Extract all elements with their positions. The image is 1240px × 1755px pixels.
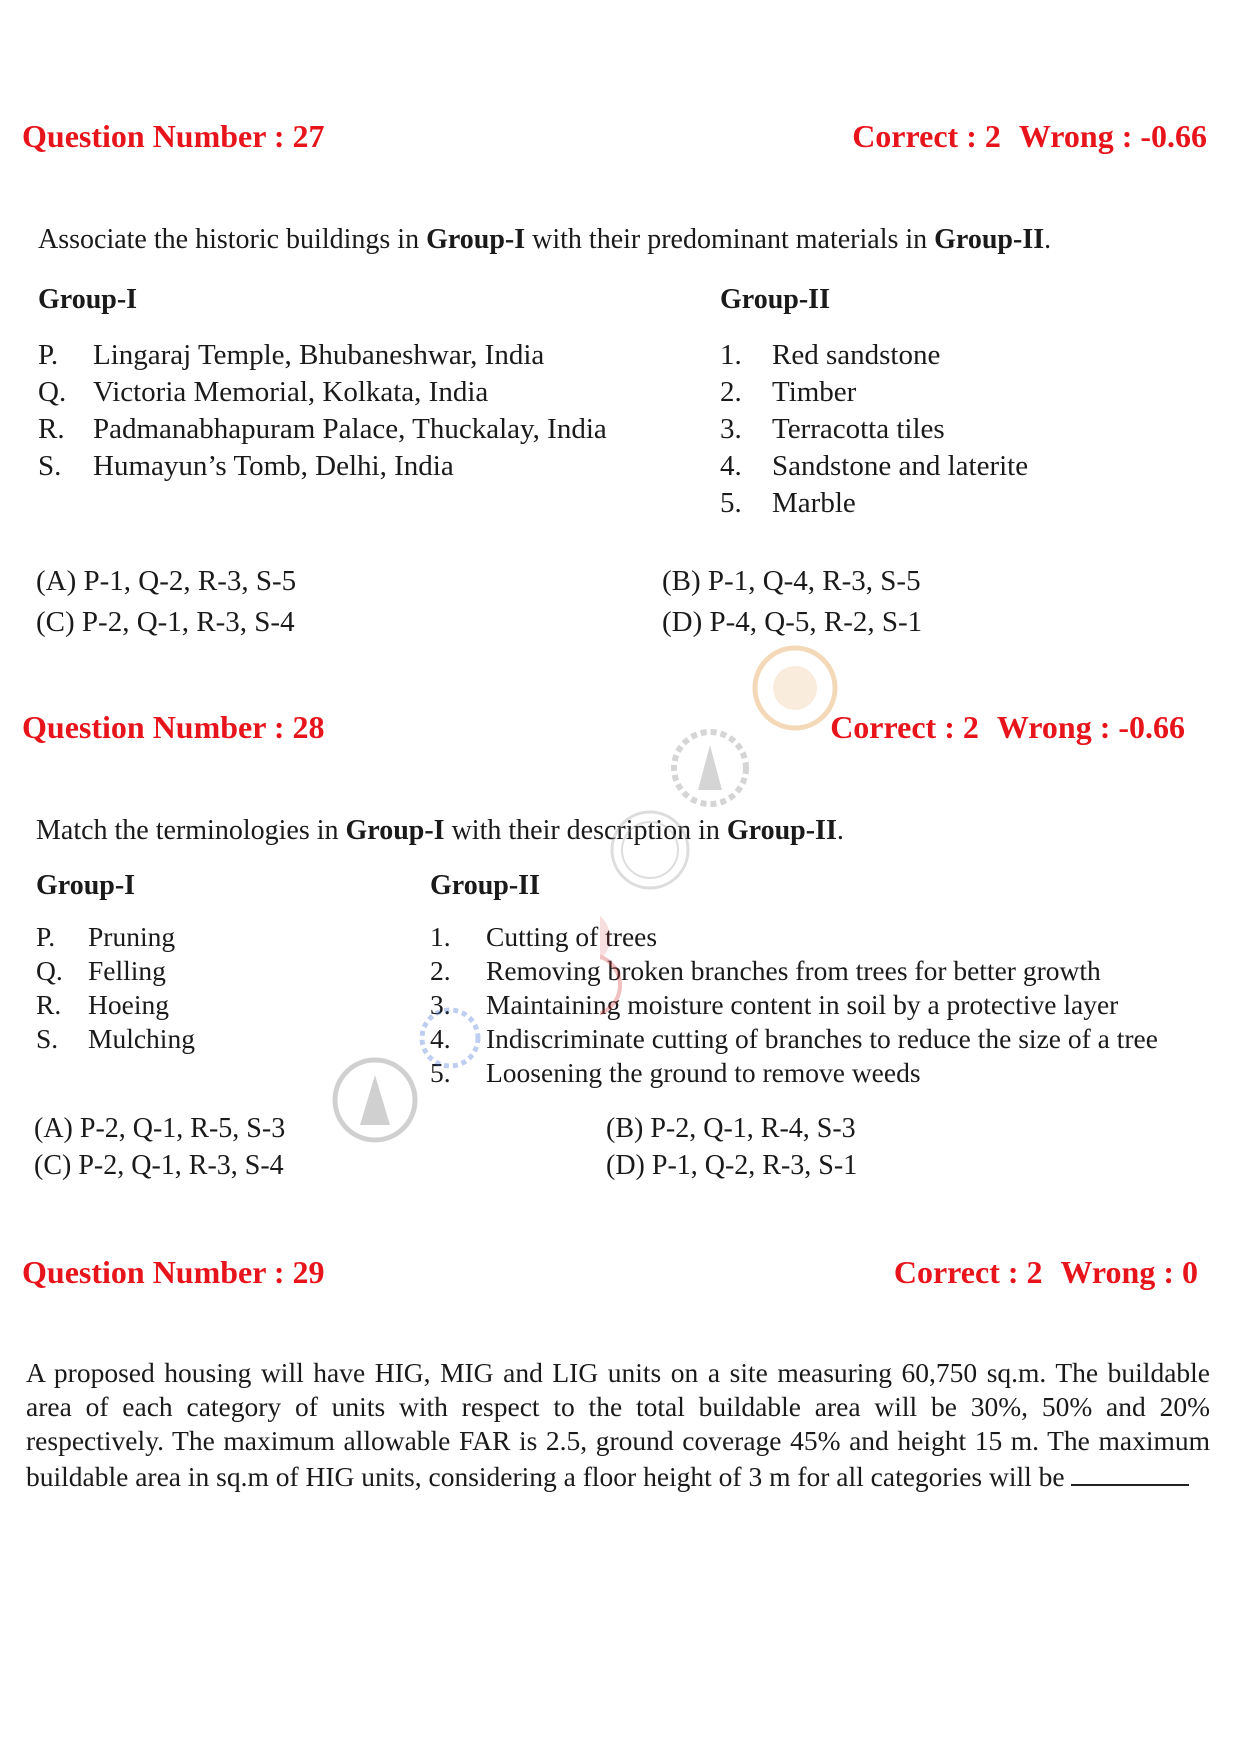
item-text: Terracotta tiles [772, 413, 945, 445]
q28-title: Question Number : 28 [22, 709, 325, 745]
item-label: S. [38, 450, 62, 482]
item-text: Felling [88, 955, 166, 986]
list-item [430, 921, 1158, 955]
item-text: Maintaining moisture content in soil by a protective layer [486, 989, 1119, 1020]
q27-stem-text: Associate the historic buildings in [38, 224, 427, 255]
q27-group1-list [38, 339, 607, 487]
q29-header [22, 1254, 1198, 1291]
q28-group1-title: Group-I [36, 870, 136, 901]
item-label: 1. [720, 339, 742, 371]
list-item [720, 450, 1028, 487]
q28-option-d[interactable]: (D) P-1, Q-2, R-3, S-1 [606, 1150, 858, 1181]
q28-stem-text: Match the terminologies in [36, 815, 346, 846]
item-label: R. [38, 413, 65, 445]
list-item [430, 955, 1158, 989]
q28-group2-list [430, 921, 1158, 1091]
item-text: Red sandstone [772, 339, 941, 371]
list-item [430, 989, 1158, 1023]
q28-stem-group2: Group-II [726, 815, 837, 846]
q28-correct: Correct : 2 [830, 709, 979, 745]
list-item [720, 487, 1028, 524]
q28-option-a[interactable]: (A) P-2, Q-1, R-5, S-3 [34, 1113, 286, 1144]
list-item [720, 413, 1028, 450]
q27-stem-group2: Group-II [934, 224, 1045, 255]
q27-group1-title: Group-I [38, 284, 138, 315]
q27-option-d[interactable]: (D) P-4, Q-5, R-2, S-1 [662, 606, 923, 638]
q27-stem-group1: Group-I [426, 224, 526, 255]
item-text: Removing broken branches from trees for better growth [486, 955, 1101, 986]
list-item [38, 376, 607, 413]
q27-title: Question Number : 27 [22, 118, 325, 154]
q28-header [22, 709, 1185, 746]
item-label: 3. [720, 413, 742, 445]
q27-group2-list [720, 339, 1028, 524]
item-label: 2. [430, 955, 451, 986]
q29-score [876, 1254, 1198, 1291]
q27-option-c[interactable]: (C) P-2, Q-1, R-3, S-4 [36, 606, 295, 638]
q28-stem [36, 815, 1206, 847]
emblem-seal-icon [335, 1060, 415, 1140]
list-item [430, 1023, 1158, 1057]
q29-wrong: Wrong : 0 [1060, 1254, 1198, 1290]
item-text: Cutting of trees [486, 921, 658, 952]
list-item [38, 339, 607, 376]
q27-correct: Correct : 2 [852, 118, 1001, 154]
item-text: Timber [772, 376, 857, 408]
answer-blank[interactable] [1071, 1458, 1189, 1486]
item-text: Marble [772, 487, 856, 519]
q27-stem [38, 224, 1208, 256]
q28-option-b[interactable]: (B) P-2, Q-1, R-4, S-3 [606, 1113, 856, 1144]
q27-header [22, 118, 1207, 155]
item-label: Q. [36, 955, 63, 986]
q28-group2-title: Group-II [430, 870, 540, 901]
q27-option-b[interactable]: (B) P-1, Q-4, R-3, S-5 [662, 565, 921, 597]
item-text: Padmanabhapuram Palace, Thuckalay, India [93, 413, 607, 445]
item-label: 4. [430, 1023, 451, 1054]
q27-wrong: Wrong : -0.66 [1018, 118, 1207, 154]
list-item [430, 1057, 1158, 1091]
q29-correct: Correct : 2 [893, 1254, 1043, 1290]
item-label: P. [36, 921, 56, 952]
q27-stem-end: . [1044, 224, 1052, 255]
q28-stem-text-mid: with their description in [444, 815, 727, 846]
item-text: Loosening the ground to remove weeds [486, 1057, 921, 1088]
list-item [36, 989, 195, 1023]
item-label: 1. [430, 921, 451, 952]
item-label: 4. [720, 450, 742, 482]
q27-stem-text-mid: with their predominant materials in [525, 224, 935, 255]
q28-stem-group1: Group-I [345, 815, 445, 846]
item-text: Hoeing [88, 989, 169, 1020]
list-item [720, 339, 1028, 376]
q29-text: A proposed housing will have HIG, MIG and LIG units on a site measuring 60,750 sq.m. The buildable area of each category of units with respect to the total buildable area will be 30%, 50% and 20% respectively. The maximum allowable FAR is 2.5, ground coverage 45% and height 15 m. The maximum buildable area in sq.m of HIG units, considering a floor height of 3 m for all categories will be [26, 1357, 1210, 1492]
item-text: Lingaraj Temple, Bhubaneshwar, India [93, 339, 545, 371]
q28-group1-list [36, 921, 195, 1057]
item-label: P. [38, 339, 59, 371]
q29-question-text [26, 1356, 1210, 1494]
list-item [36, 955, 195, 989]
item-text: Pruning [88, 921, 176, 952]
item-label: 3. [430, 989, 451, 1020]
list-item [38, 413, 607, 450]
q28-wrong: Wrong : -0.66 [996, 709, 1185, 745]
item-text: Sandstone and laterite [772, 450, 1029, 482]
item-text: Humayun’s Tomb, Delhi, India [93, 450, 454, 482]
item-label: 2. [720, 376, 742, 408]
q28-score [812, 709, 1185, 746]
item-text: Victoria Memorial, Kolkata, India [93, 376, 489, 408]
list-item [720, 376, 1028, 413]
item-label: Q. [38, 376, 67, 408]
q28-stem-end: . [836, 815, 844, 846]
q29-title: Question Number : 29 [22, 1254, 325, 1290]
item-text: Mulching [88, 1023, 195, 1054]
list-item [38, 450, 607, 487]
item-text: Indiscriminate cutting of branches to reduce the size of a tree [486, 1023, 1158, 1054]
item-label: R. [36, 989, 62, 1020]
q27-option-a[interactable]: (A) P-1, Q-2, R-3, S-5 [36, 565, 297, 597]
item-label: 5. [430, 1057, 451, 1088]
item-label: S. [36, 1023, 59, 1054]
q27-score [834, 118, 1207, 155]
list-item [36, 1023, 195, 1057]
list-item [36, 921, 195, 955]
item-label: 5. [720, 487, 742, 519]
q28-option-c[interactable]: (C) P-2, Q-1, R-3, S-4 [34, 1150, 284, 1181]
q27-group2-title: Group-II [720, 284, 830, 315]
